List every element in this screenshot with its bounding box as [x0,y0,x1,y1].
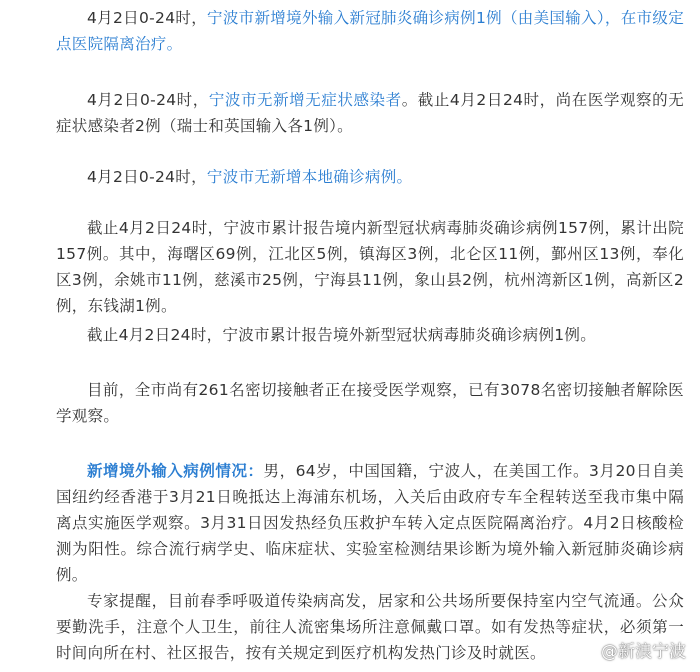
highlight-segment: 宁波市无新增无症状感染者 [208,91,402,109]
text-segment: 目前，全市尚有261名密切接触者正在接受医学观察，已有3078名密切接触者解除医学观察。 [56,381,684,425]
text-segment: 截止4月2日24时，宁波市累计报告境外新型冠状病毒肺炎确诊病例1例。 [87,326,597,344]
highlight-segment: 新增境外输入病例情况： [87,462,264,480]
paragraph-domestic-total [56,215,684,319]
weibo-icon [571,640,595,660]
watermark-text: @新浪宁波 [601,642,686,662]
paragraph-new-imported-case [56,5,684,57]
text-segment: 专家提醒，目前春季呼吸道传染病高发，居家和公共场所要保持室内空气流通。公众要勤洗手，注意个人卫生，前往人流密集场所注意佩戴口罩。如有发热等症状，必须第一时间向所在村、社区报告，按有关规定到医疗机构发热门诊及时就医。 [56,592,684,662]
paragraph-case-details [56,458,684,588]
paragraph-close-contacts [56,377,684,429]
weibo-watermark [571,637,686,662]
paragraph-asymptomatic [56,87,684,139]
paragraph-imported-total [56,322,684,348]
text-segment: 4月2日0-24时， [87,9,208,27]
highlight-segment: 宁波市无新增本地确诊病例。 [206,168,413,186]
text-segment: 。截止4月2日24时，尚在医学观察的无症状感染者2例（瑞士和英国输入各1例）。 [56,91,684,135]
highlight-segment: 宁波市新增境外输入新冠肺炎确诊病例1例（由美国输入），在市级定点医院隔离治疗。 [56,9,684,53]
paragraph-no-local-cases [56,164,684,190]
text-segment: 男，64岁，中国国籍，宁波人，在美国工作。3月20日自美国纽约经香港于3月21日晚抵达上海浦东机场，入关后由政府专车全程转送至我市集中隔离点实施医学观察。3月31日因发热经负压救护车转入定点医院隔离治疗。4月2日核酸检测为阳性。综合流行病学史、临床症状、实验室检测结果诊断为境外输入新冠肺炎确诊病例。 [56,462,684,584]
text-segment: 4月2日0-24时， [87,91,209,109]
text-segment: 4月2日0-24时， [87,168,207,186]
text-segment: 截止4月2日24时，宁波市累计报告境内新型冠状病毒肺炎确诊病例157例，累计出院157例。其中，海曙区69例，江北区5例，镇海区3例，北仑区11例，鄞州区13例，奉化区3例，余姚市11例，慈溪市25例，宁海县11例，象山县2例，杭州湾新区1例，高新区2例，东钱湖1例。 [56,219,684,315]
